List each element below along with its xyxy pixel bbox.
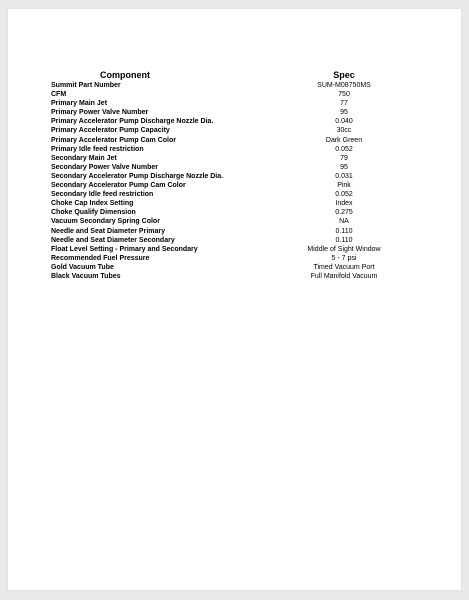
component-cell: Secondary Idle feed restriction [51, 191, 154, 199]
component-cell: Secondary Power Valve Number [51, 163, 158, 171]
component-cell: CFM [51, 91, 67, 99]
spec-cell: 95 [340, 163, 348, 171]
spec-cell: 0.110 [335, 236, 353, 244]
document-page [8, 9, 461, 590]
component-cell: Summit Part Number [51, 82, 121, 89]
component-cell: Choke Cap Index Setting [51, 200, 134, 208]
component-cell: Primary Power Valve Number [51, 109, 149, 117]
table-row [51, 254, 411, 263]
table-row [51, 154, 411, 163]
spec-cell: 5 - 7 psi [331, 254, 357, 262]
table-body [51, 81, 411, 281]
component-cell: Vacuum Secondary Spring Color [51, 218, 160, 226]
table-row [51, 236, 411, 245]
column-header-component: Component [100, 70, 150, 80]
table-row [51, 181, 411, 190]
spec-table [51, 70, 411, 281]
spec-cell: Pink [337, 182, 351, 190]
component-cell: Float Level Setting - Primary and Secondary [51, 245, 198, 253]
table-row [51, 90, 411, 99]
spec-cell: Middle of Sight Window [307, 245, 381, 253]
component-cell: Primary Accelerator Pump Discharge Nozzle Dia. [51, 118, 214, 126]
table-row [51, 245, 411, 254]
spec-cell: Timed Vacuum Port [313, 263, 375, 271]
table-row [51, 145, 411, 154]
component-cell: Primary Accelerator Pump Capacity [51, 127, 170, 135]
spec-cell: 0.031 [335, 172, 353, 180]
table-row [51, 208, 411, 217]
spec-cell: 77 [340, 100, 348, 108]
component-cell: Gold Vacuum Tube [51, 263, 114, 271]
spec-cell: SUM-M08750MS [317, 82, 371, 89]
spec-cell: 95 [340, 109, 348, 117]
spec-cell: 0.052 [335, 145, 353, 153]
spec-cell: 0.052 [335, 191, 353, 199]
component-cell: Primary Main Jet [51, 100, 108, 108]
component-cell: Secondary Accelerator Pump Discharge Nozzle Dia. [51, 172, 224, 180]
table-row [51, 99, 411, 108]
component-cell: Needle and Seat Diameter Secondary [51, 236, 175, 244]
table-row [51, 81, 411, 90]
spec-cell: Full Manifold Vacuum [310, 272, 378, 280]
spec-cell: 0.110 [335, 227, 353, 235]
component-cell: Primary Idle feed restriction [51, 145, 144, 153]
spec-cell: Index [335, 200, 353, 208]
component-cell: Secondary Main Jet [51, 154, 117, 162]
component-cell: Black Vacuum Tubes [51, 272, 121, 280]
table-row [51, 190, 411, 199]
spec-cell: 750 [338, 91, 350, 99]
table-row [51, 126, 411, 135]
table-row [51, 263, 411, 272]
component-cell: Secondary Accelerator Pump Cam Color [51, 182, 186, 190]
table-row [51, 217, 411, 226]
component-cell: Choke Qualify Dimension [51, 209, 136, 217]
component-cell: Primary Accelerator Pump Cam Color [51, 136, 177, 144]
component-cell: Recommended Fuel Pressure [51, 254, 150, 262]
spec-cell: Dark Green [325, 136, 363, 144]
table-row [51, 117, 411, 126]
spec-cell: 0.040 [335, 118, 353, 126]
table-row [51, 272, 411, 281]
table-row [51, 227, 411, 236]
table-row [51, 136, 411, 145]
spec-cell: 0.275 [335, 209, 353, 217]
table-row [51, 172, 411, 181]
spec-cell: NA [339, 218, 349, 226]
component-cell: Needle and Seat Diameter Primary [51, 227, 165, 235]
table-row [51, 163, 411, 172]
table-row [51, 199, 411, 208]
spec-cell: 30cc [336, 127, 352, 135]
spec-cell: 79 [340, 154, 348, 162]
column-header-spec: Spec [333, 70, 355, 80]
table-header [51, 70, 411, 81]
table-row [51, 108, 411, 117]
